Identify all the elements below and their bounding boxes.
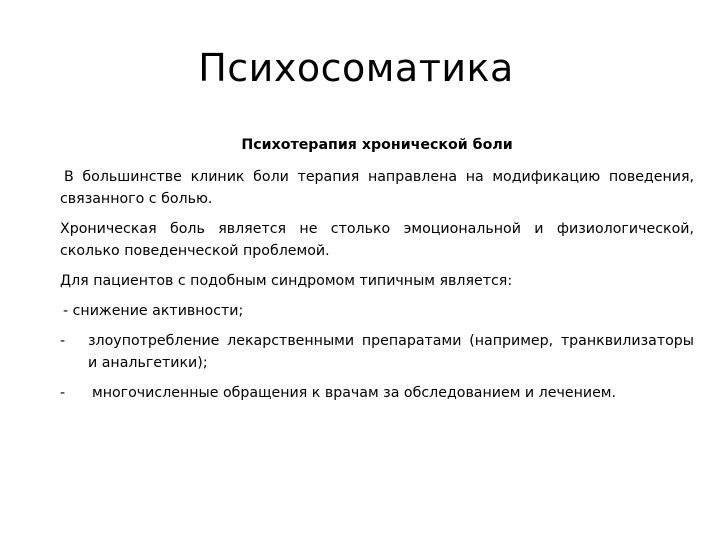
slide-title-text: Психосоматика: [198, 46, 514, 90]
bullet-item-drug-abuse: [60, 330, 694, 374]
slide-content: [60, 134, 694, 412]
bullet-dash-icon: -: [60, 333, 66, 349]
subheading: Психотерапия хронической боли: [241, 137, 513, 153]
slide-title: [0, 46, 720, 90]
paragraph-chronic-pain: Хроническая боль является не столько эмоциональной и физиологической, сколько поведенческой проблемой.: [60, 221, 694, 259]
paragraph-behavior-modification: В большинстве клиник боли терапия направлена на модификацию поведения, связанного с болью.: [60, 169, 694, 207]
bullet-dash-icon: -: [60, 385, 66, 401]
paragraph-typical-features: Для пациентов с подобным синдромом типичным является:: [60, 273, 513, 289]
bullet-text: многочисленные обращения к врачам за обследованием и лечением.: [92, 385, 617, 401]
bullet-item-doctor-visits: [60, 382, 694, 404]
bullet-text: злоупотребление лекарственными препаратами (например, транквилизаторы и анальгетики);: [88, 333, 694, 371]
paragraph-reduced-activity: - снижение активности;: [63, 303, 244, 319]
